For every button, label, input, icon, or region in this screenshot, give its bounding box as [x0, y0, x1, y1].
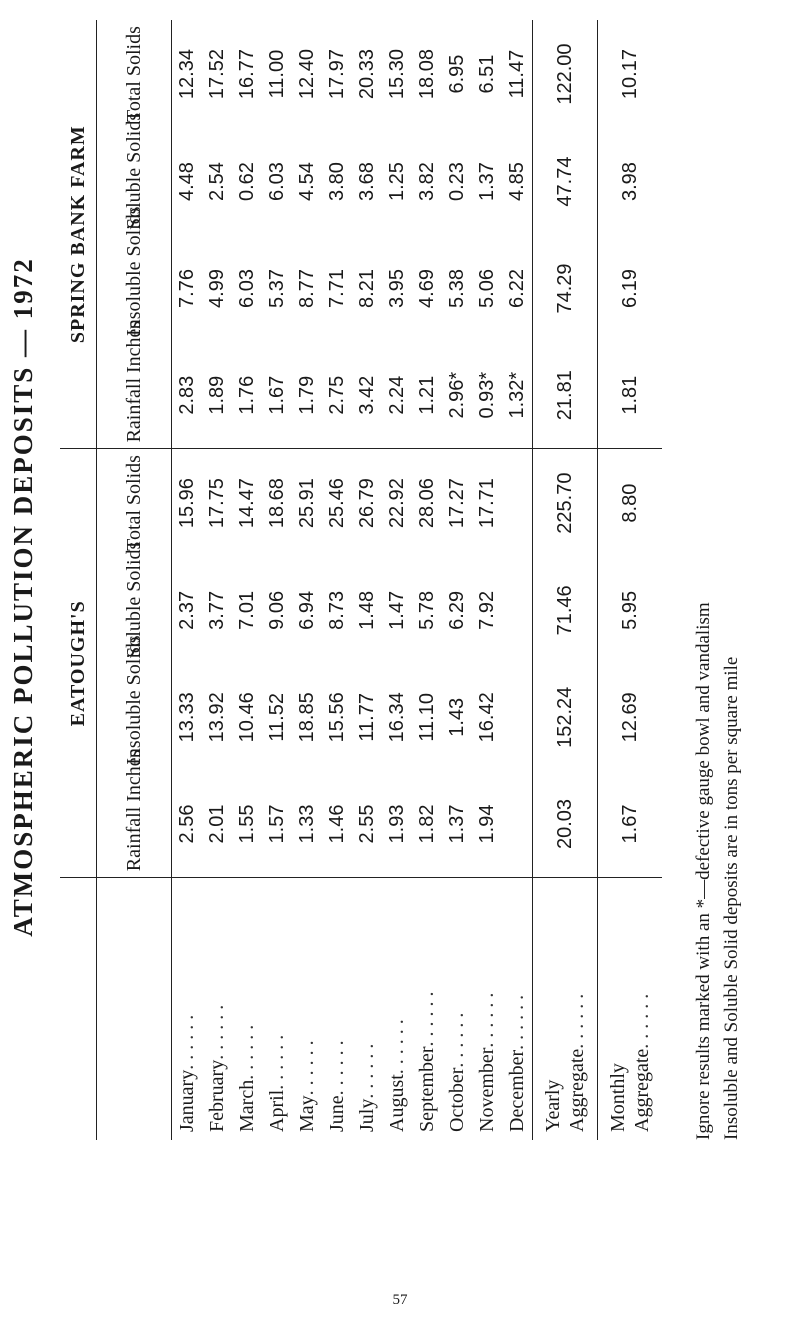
data-cell: 1.79 — [292, 342, 322, 449]
month-label: December — [505, 1049, 528, 1132]
data-cell: 9.06 — [265, 590, 288, 630]
month-row — [202, 20, 232, 1140]
data-cell: 1.48 — [355, 590, 378, 630]
month-row — [412, 20, 442, 1140]
leader-dots: ...... — [295, 1035, 318, 1096]
month-label: May — [295, 1095, 318, 1132]
data-cell: 11.00 — [265, 49, 288, 99]
data-cell: 25.91 — [295, 478, 318, 529]
row-label — [502, 878, 533, 1140]
page-title: ATMOSPHERIC POLLUTION DEPOSITS — 1972 — [8, 257, 38, 937]
leader-dots: ...... — [355, 1038, 378, 1099]
data-cell: 3.42 — [352, 342, 382, 449]
monthly-aggregate-row — [598, 20, 663, 1140]
data-cell: 17.97 — [325, 49, 348, 100]
data-cell: 2.54 — [205, 162, 228, 202]
data-cell: 18.85 — [295, 692, 318, 743]
column-header: Rainfall Inches — [97, 342, 172, 449]
leader-dots: ...... — [235, 1019, 258, 1080]
row-label — [202, 878, 232, 1140]
data-cell: 1.47 — [385, 590, 408, 630]
month-label: October — [445, 1067, 468, 1132]
data-cell: 0.93* — [472, 342, 502, 449]
blank-cell — [97, 878, 172, 1140]
data-cell: 4.69 — [415, 269, 438, 308]
data-cell: 13.33 — [175, 692, 198, 743]
month-row — [382, 20, 412, 1140]
data-cell: 1.94 — [472, 771, 502, 878]
data-cell: 5.78 — [415, 590, 438, 630]
data-cell: 2.01 — [202, 771, 232, 878]
column-header: Insoluble Solids — [122, 635, 145, 765]
data-cell: 18.68 — [265, 478, 288, 529]
data-cell: 6.95 — [445, 54, 468, 94]
data-cell: 3.68 — [355, 162, 378, 202]
aggregate-cell: 12.69 — [619, 692, 641, 743]
data-cell: 1.57 — [262, 771, 292, 878]
data-cell: 2.96* — [442, 342, 472, 449]
blank-cell — [60, 878, 97, 1140]
leader-dots: ...... — [265, 1029, 288, 1090]
row-label — [352, 878, 382, 1140]
row-label — [472, 878, 502, 1140]
row-label — [262, 878, 292, 1140]
data-cell: 0.23 — [445, 162, 468, 202]
aggregate-cell: 122.00 — [554, 43, 576, 105]
data-cell: 1.76 — [232, 342, 262, 449]
data-cell: 1.33 — [292, 771, 322, 878]
row-label — [172, 878, 203, 1140]
data-cell: 4.48 — [175, 162, 198, 202]
leader-dots: ...... — [175, 1009, 198, 1070]
aggregate-cell: 74.29 — [554, 263, 576, 314]
leader-dots: ...... — [385, 1014, 408, 1075]
data-cell: 5.38 — [445, 269, 468, 308]
data-cell: 6.51 — [475, 54, 498, 94]
data-cell: 1.32* — [502, 342, 533, 449]
data-cell: 16.77 — [235, 49, 258, 100]
data-cell: 15.30 — [385, 49, 408, 100]
data-cell: 1.46 — [322, 771, 352, 878]
data-cell: 18.08 — [415, 49, 438, 100]
data-cell: 0.62 — [235, 162, 258, 202]
aggregate-cell: 152.24 — [554, 686, 576, 748]
data-cell: 20.33 — [355, 49, 378, 100]
row-label — [533, 878, 598, 1140]
data-cell: 15.96 — [175, 478, 198, 529]
data-cell: 10.46 — [235, 692, 258, 743]
month-label: January — [175, 1069, 198, 1132]
aggregate-cell: 1.67 — [598, 771, 663, 878]
data-cell: 6.29 — [445, 590, 468, 630]
data-cell: 11.10 — [415, 693, 438, 742]
data-cell: 15.56 — [325, 692, 348, 743]
data-cell: 1.82 — [412, 771, 442, 878]
data-cell: 25.46 — [325, 478, 348, 529]
month-row — [292, 20, 322, 1140]
data-cell: 7.01 — [235, 590, 258, 630]
data-cell: 3.82 — [415, 162, 438, 202]
data-cell: 12.40 — [295, 49, 318, 100]
data-cell — [502, 449, 533, 557]
month-label: November — [475, 1047, 498, 1132]
leader-dots: ...... — [566, 988, 588, 1049]
month-label: August — [385, 1074, 408, 1132]
leader-dots: ...... — [631, 988, 653, 1049]
data-cell: 1.55 — [232, 771, 262, 878]
aggregate-cell: 5.95 — [619, 590, 641, 630]
data-cell: 13.92 — [205, 692, 228, 743]
month-rows — [172, 20, 533, 1140]
data-cell: 7.71 — [325, 269, 348, 308]
aggregate-label: Monthly — [607, 1063, 629, 1132]
aggregate-cell: 8.80 — [619, 483, 641, 523]
row-label — [382, 878, 412, 1140]
data-cell: 5.06 — [475, 269, 498, 308]
aggregate-cell: 20.03 — [533, 771, 598, 878]
deposits-table — [60, 20, 662, 1140]
data-cell: 8.77 — [295, 269, 318, 308]
aggregate-cell: 3.98 — [619, 162, 641, 202]
leader-dots: ...... — [445, 1007, 468, 1068]
data-cell: 1.89 — [202, 342, 232, 449]
data-cell: 3.95 — [385, 269, 408, 308]
data-cell: 1.37 — [475, 162, 498, 202]
leader-dots: ...... — [205, 999, 228, 1060]
data-cell: 26.79 — [355, 478, 378, 529]
data-cell: 8.73 — [325, 590, 348, 630]
row-label — [412, 878, 442, 1140]
aggregate-cell: 47.74 — [554, 156, 576, 207]
month-row — [172, 20, 203, 1140]
aggregate-cell: 21.81 — [533, 342, 598, 449]
row-label — [322, 878, 352, 1140]
month-label: March — [235, 1079, 258, 1132]
data-cell: 17.27 — [445, 478, 468, 529]
data-cell — [502, 664, 533, 771]
month-row — [352, 20, 382, 1140]
column-header: Total Solids — [122, 26, 145, 122]
data-cell: 2.37 — [175, 590, 198, 630]
data-cell: 1.93 — [382, 771, 412, 878]
column-header: Soluble Solids — [122, 112, 145, 230]
data-cell: 17.71 — [475, 478, 498, 529]
data-cell: 8.21 — [355, 269, 378, 308]
data-cell: 22.92 — [385, 478, 408, 529]
data-cell: 1.43 — [445, 697, 468, 737]
note-defective-gauge: Ignore results marked with an *—defective gauge bowl and vandalism — [693, 602, 714, 1140]
page-number: 57 — [392, 1292, 408, 1308]
site-header-row — [60, 20, 97, 1140]
aggregate-label: Yearly — [542, 1079, 564, 1132]
column-header-row — [97, 20, 172, 1140]
month-label: February — [205, 1059, 228, 1132]
data-cell: 14.47 — [235, 478, 258, 529]
data-cell: 7.92 — [475, 590, 498, 630]
leader-dots: ...... — [505, 989, 528, 1050]
data-cell: 2.56 — [172, 771, 203, 878]
data-cell: 6.22 — [505, 269, 528, 308]
data-cell: 5.37 — [265, 269, 288, 308]
month-row — [232, 20, 262, 1140]
aggregate-cell: 71.46 — [554, 585, 576, 636]
aggregate-cell: 6.19 — [619, 269, 641, 308]
month-row — [322, 20, 352, 1140]
data-cell — [502, 771, 533, 878]
data-cell: 11.52 — [265, 693, 288, 742]
data-cell: 12.34 — [175, 49, 198, 100]
data-cell: 11.47 — [505, 49, 528, 99]
data-cell: 28.06 — [415, 478, 438, 529]
data-cell: 16.34 — [385, 692, 408, 743]
data-cell: 2.75 — [322, 342, 352, 449]
data-cell: 4.85 — [505, 162, 528, 202]
data-cell: 16.42 — [475, 692, 498, 743]
row-label — [442, 878, 472, 1140]
leader-dots: ...... — [475, 987, 498, 1048]
aggregate-label: Aggregate — [566, 1048, 588, 1132]
data-cell: 1.37 — [442, 771, 472, 878]
data-cell: 6.03 — [235, 269, 258, 308]
column-header: Insoluble Solids — [122, 206, 145, 336]
month-row — [502, 20, 533, 1140]
month-row — [262, 20, 292, 1140]
data-cell: 1.21 — [412, 342, 442, 449]
data-cell: 1.25 — [385, 162, 408, 202]
row-label — [292, 878, 322, 1140]
aggregate-label: Aggregate — [631, 1048, 653, 1132]
data-cell: 4.54 — [295, 162, 318, 202]
data-cell — [502, 557, 533, 664]
data-cell: 3.77 — [205, 590, 228, 630]
aggregate-cell: 1.81 — [598, 342, 663, 449]
column-header: Rainfall Inches — [97, 771, 172, 878]
month-label: June — [325, 1095, 348, 1132]
column-header: Total Solids — [122, 455, 145, 551]
month-label: July — [355, 1098, 378, 1132]
data-cell: 6.94 — [295, 590, 318, 630]
data-cell: 17.52 — [205, 49, 228, 100]
leader-dots: ...... — [325, 1035, 348, 1096]
site-name-eatoughs: EATOUGH'S — [60, 449, 97, 878]
data-cell: 3.80 — [325, 162, 348, 202]
note-units: Insoluble and Soluble Solid deposits are in tons per square mile — [721, 656, 742, 1140]
row-label — [232, 878, 262, 1140]
data-cell: 6.03 — [265, 162, 288, 202]
row-label — [598, 878, 663, 1140]
yearly-aggregate-row — [533, 20, 598, 1140]
data-cell: 11.77 — [355, 693, 378, 742]
month-row — [472, 20, 502, 1140]
aggregate-cell: 225.70 — [554, 472, 576, 534]
leader-dots: ...... — [415, 986, 438, 1047]
aggregate-rows — [533, 20, 663, 1140]
data-cell: 1.67 — [262, 342, 292, 449]
month-label: September — [415, 1046, 438, 1132]
data-cell: 17.75 — [205, 478, 228, 529]
data-cell: 4.99 — [205, 269, 228, 308]
month-label: April — [265, 1089, 288, 1132]
site-name-spring-bank-farm: SPRING BANK FARM — [60, 20, 97, 449]
data-cell: 7.76 — [175, 269, 198, 308]
data-cell: 2.55 — [352, 771, 382, 878]
notes — [690, 20, 746, 1140]
data-cell: 2.83 — [172, 342, 203, 449]
data-cell: 2.24 — [382, 342, 412, 449]
aggregate-cell: 10.17 — [619, 49, 641, 100]
month-row — [442, 20, 472, 1140]
column-header: Soluble Solids — [122, 541, 145, 658]
